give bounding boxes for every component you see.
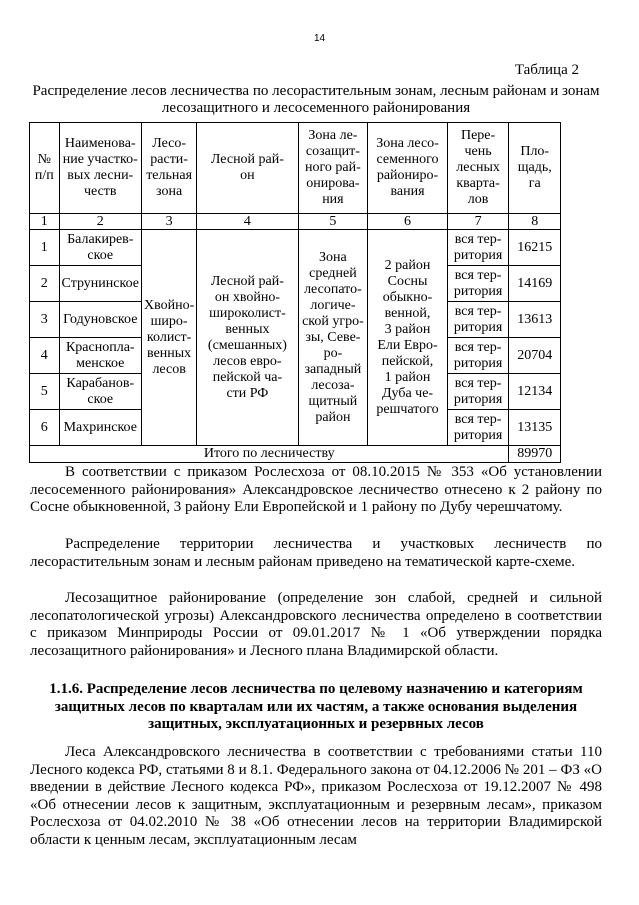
- row-number: 4: [30, 338, 60, 374]
- header-cell-area: Пло- щадь, га: [509, 123, 561, 214]
- header-cell-forestry-name: Наименова- ние участко- вых лесни- честв: [59, 123, 141, 214]
- quarters-cell: вся тер- ритория: [447, 410, 509, 446]
- table-title: Распределение лесов лесничества по лесорастительным зонам, лесным районам и зонам лесозащитного и лесосеменного районирования: [32, 83, 600, 116]
- column-number: 5: [298, 214, 368, 230]
- area-cell: 13135: [509, 410, 561, 446]
- quarters-cell: вся тер- ритория: [447, 374, 509, 410]
- column-number: 4: [197, 214, 298, 230]
- column-number: 8: [509, 214, 561, 230]
- total-row: [30, 446, 561, 463]
- table-row: [30, 230, 561, 266]
- forestry-name: Балакирев- ское: [59, 230, 141, 266]
- forestry-name: Струнинское: [59, 266, 141, 302]
- column-number-row: [30, 214, 561, 230]
- header-cell-vegetation-zone: Лесо- расти- тельная зона: [141, 123, 196, 214]
- header-cell-seed-zone: Зона лесо- семенного райониро- вания: [368, 123, 448, 214]
- quarters-cell: вся тер- ритория: [447, 302, 509, 338]
- section-heading: 1.1.6. Распределение лесов лесничества по целевому назначению и категориям защитных лесов по кварталам или их частям, а также основания выделения защитных, эксплуатационных и резервных лесов: [49, 681, 583, 732]
- paragraph-legal-basis: Леса Александровского лесничества в соответствии с требованиями статьи 110 Лесного кодекса РФ, статьями 8 и 8.1. Федерального закона от 04.12.2006 № 201 – ФЗ «О введении в действие Лесного кодекса РФ», приказом Рослесхоза от 19.12.2007 № 498 «Об отнесении лесов к защитным, эксплуатационным и резервным лесам», приказом Рослесхоза от 04.02.2010 № 38 «Об отнесении лесов на территории Владимирской области к ценным лесам, эксплуатационным лесам: [30, 744, 602, 848]
- row-number: 2: [30, 266, 60, 302]
- total-label: Итого по лесничеству: [30, 446, 509, 463]
- column-number: 7: [447, 214, 509, 230]
- row-number: 6: [30, 410, 60, 446]
- area-cell: 16215: [509, 230, 561, 266]
- column-number: 1: [30, 214, 60, 230]
- quarters-cell: вся тер- ритория: [447, 338, 509, 374]
- paragraph-protection-zoning: Лесозащитное районирование (определение зон слабой, средней и сильной лесопатологической угрозы) Александровского лесничества определено в соответствии с приказом Минприроды России от 09.01.2017 № 1 «Об утверждении порядка лесозащитного районирования» и Лесного плана Владимирской области.: [30, 590, 602, 659]
- area-cell: 12134: [509, 374, 561, 410]
- quarters-cell: вся тер- ритория: [447, 230, 509, 266]
- forestry-name: Годуновское: [59, 302, 141, 338]
- forestry-name: Карабанов- ское: [59, 374, 141, 410]
- column-number: 2: [59, 214, 141, 230]
- quarters-cell: вся тер- ритория: [447, 266, 509, 302]
- column-number: 6: [368, 214, 448, 230]
- area-cell: 13613: [509, 302, 561, 338]
- protection-zone-cell: Зона средней лесопато- логиче- ской угро- зы, Севе- ро- западный лесоза- щитный район: [298, 230, 368, 446]
- page-number: 14: [313, 33, 326, 44]
- table-header-row: [30, 123, 561, 214]
- row-number: 5: [30, 374, 60, 410]
- vegetation-zone-cell: Хвойно- широ- колист- венных лесов: [141, 230, 196, 446]
- header-cell-quarters: Пере- чень лесных кварта- лов: [447, 123, 509, 214]
- header-cell-protection-zone: Зона ле- созащит- ного рай- онирова- ния: [298, 123, 368, 214]
- forestry-name: Махринское: [59, 410, 141, 446]
- table-caption: Таблица 2: [514, 62, 579, 78]
- forestry-name: Краснопла- менское: [59, 338, 141, 374]
- area-cell: 14169: [509, 266, 561, 302]
- seed-zone-cell: 2 район Сосны обыкно- венной, 3 район Ели Евро- пейской, 1 район Дуба че- решчатого: [368, 230, 448, 446]
- total-area: 89970: [509, 446, 561, 463]
- paragraph-seed-zoning: В соответствии с приказом Рослесхоза от 08.10.2015 № 353 «Об установлении лесосеменного районирования» Александровское лесничество отнесено к 2 району по Сосне обыкновенной, 3 району Ели Европейской и 1 району по Дубу черешчатому.: [30, 464, 602, 515]
- column-number: 3: [141, 214, 196, 230]
- forest-distribution-table: [29, 122, 561, 463]
- row-number: 1: [30, 230, 60, 266]
- area-cell: 20704: [509, 338, 561, 374]
- forest-region-cell: Лесной рай- он хвойно- широколист- венных (смешанных) лесов евро- пейской ча- сти РФ: [197, 230, 298, 446]
- paragraph-map-reference: Распределение территории лесничества и участковых лесничеств по лесорастительным зонам и лесным районам приведено на тематической карте-схеме.: [30, 536, 602, 570]
- header-cell-number: № п/п: [30, 123, 60, 214]
- row-number: 3: [30, 302, 60, 338]
- header-cell-forest-region: Лесной рай- он: [197, 123, 298, 214]
